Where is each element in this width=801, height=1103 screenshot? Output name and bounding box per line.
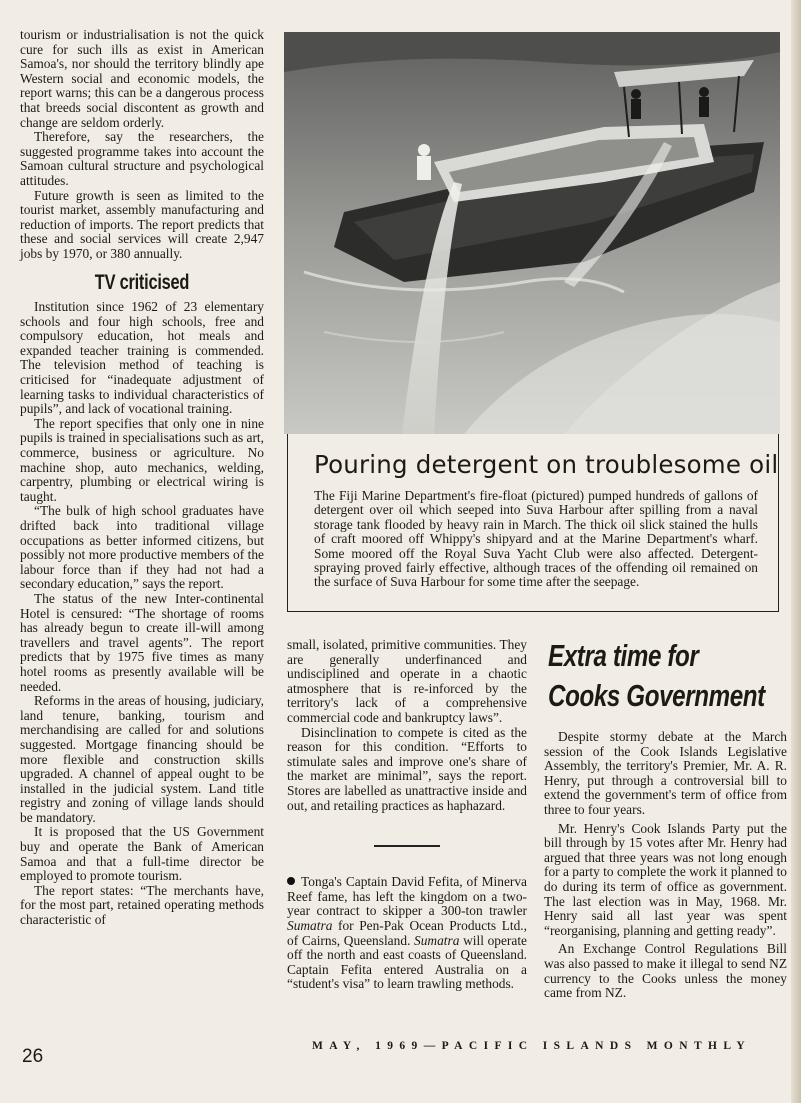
paragraph: Reforms in the areas of housing, judiciary, land tenure, banking, tourism and merchandising are called for and solutions suggested. Mortgage financing should be more flexible and construction skills upgraded. A channel of appeal ought to be installed in the judicial system. Land title registry and zoning of village lands should be mandatory.	[20, 693, 264, 825]
photo-caption-box	[287, 434, 779, 612]
caption-text: The Fiji Marine Department's fire-float (pictured) pumped hundreds of gallons of detergent over oil which seeped into Suva Harbour after spilling from a naval storage tank flooded by heavy rain in March. The thick oil slick stained the hulls of craft moored off Whippy's shipyard and at the Marine Department's wharf. Some moored off the Royal Suva Yacht Club were also affected. Detergent-spraying proved fairly effective, although traces of the offending oil remained on the surface of Suva Harbour for some time after the seepage.	[314, 488, 758, 590]
page-number: 26	[22, 1046, 44, 1067]
paragraph: It is proposed that the US Government buy and operate the Bank of American Samoa and that a full-time director be employed to promote tourism.	[20, 824, 264, 884]
left-column	[20, 28, 264, 928]
paragraph: The status of the new Inter-continental Hotel is censured: “The shortage of rooms has already begun to create ill-will among travellers and travel agents”. The report predicts that by 1975 five times as many hotel rooms as presently available will be needed.	[20, 590, 264, 694]
paragraph: The report specifies that only one in nine pupils is trained in specialisations such as art, commerce, business or agriculture. No machine shop, auto mechanics, welding, carpentry, plumbing or electrical wiring is taught.	[20, 415, 264, 504]
article-headline: Extra time for Cooks Government	[548, 638, 765, 713]
paragraph: “The bulk of high school graduates have drifted back into traditional village occupations as better informed citizens, but possibly not more productive members of the labour force than if they had not had a secondary education,” says the report.	[20, 503, 264, 592]
paragraph: Despite stormy debate at the March session of the Cook Islands Legislative Assembly, the territory's Premier, Mr. A. R. Henry, put through a controversial bill to extend the government's term of office from three to four years.	[544, 729, 787, 817]
paragraph: The report states: “The merchants have, for the most part, retained operating methods characteristic of	[20, 882, 264, 928]
paragraph: Future growth is seen as limited to the tourist market, assembly manufacturing and reduction of imports. The report predicts that these and social services will create 2,947 jobs by 1970, or 380 annually.	[20, 187, 264, 261]
bullet-icon	[287, 877, 295, 885]
divider-rule	[374, 845, 440, 847]
paragraph: Institution since 1962 of 23 elementary schools and four high schools, free and compulsory education, hot meals and expanded teacher training is commended. The television method of teaching is criticised for “inadequate adjustment of learning tasks to individual characteristics of pupils”, and lack of vocational training.	[20, 299, 264, 417]
boat-spraying-illustration	[284, 32, 780, 434]
paragraph: Disinclination to compete is cited as the reason for this condition. “Efforts to stimulate sales and improve one's share of the market are minimal”, says the report. Stores are labelled as unattractive inside and out, and retailing practices as haphazard.	[287, 724, 527, 813]
paragraph: small, isolated, primitive communities. They are generally underfinanced and undisciplined and operate in a chaotic atmosphere that is re-inforced by the territory's lack of a comprehensive commercial code and bankruptcy laws”.	[287, 637, 527, 725]
subheading-tv-criticised: TV criticised	[94, 270, 190, 294]
page-edge	[791, 0, 801, 1103]
right-column	[544, 636, 787, 1005]
running-footer: MAY, 1969—PACIFIC ISLANDS MONTHLY	[312, 1040, 752, 1052]
caption-headline: Pouring detergent on troublesome oil	[314, 450, 779, 479]
middle-column	[287, 638, 527, 992]
paragraph: tourism or industrialisation is not the quick cure for such ills as exist in American Samoa's, nor should the territory blindly ape Western social and economic models, the report warns; this can be a dangerous process that breeds social discontent as growth and change are seldom orderly.	[20, 27, 264, 130]
fire-float-photo	[284, 32, 780, 434]
news-brief-tonga: Tonga's Captain David Fefita, of Minerva Reef fame, has left the kingdom on a two-year contract to skipper a 300-ton trawler Sumatra for Pen-Pak Ocean Products Ltd., of Cairns, Queensland. Sumatra will operate off the north and east coasts of Queensland. Captain Fefita entered Australia on a “student's visa” to learn trawling methods.	[287, 874, 527, 992]
paragraph: An Exchange Control Regulations Bill was also passed to make it illegal to send NZ currency to the Cooks unless the money came from NZ.	[544, 941, 787, 1001]
paragraph: Therefore, say the researchers, the suggested programme takes into account the Samoan cultural structure and psychological attitudes.	[20, 129, 264, 188]
paragraph: Mr. Henry's Cook Islands Party put the bill through by 15 votes after Mr. Henry had argued that three years was not long enough for a party to complete the work it planned to do during its term of office as government. The last election was in May, 1968. Mr. Henry said all last year was spent “reorganising, planning and getting ready”.	[544, 820, 787, 938]
